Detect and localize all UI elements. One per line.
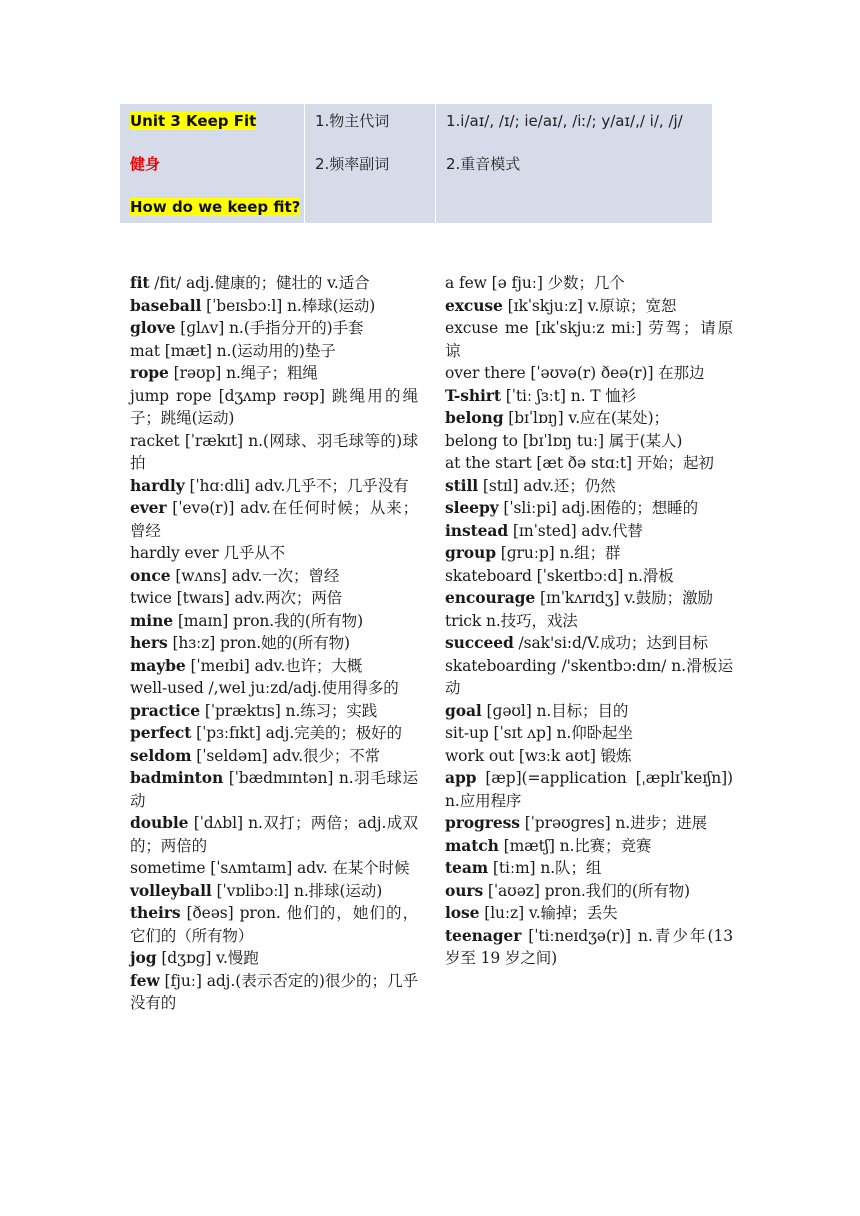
vocab-word: hardly ever bbox=[130, 544, 219, 562]
vocab-definition: [mætʃ] n.比赛；竞赛 bbox=[498, 836, 652, 855]
vocab-word: theirs bbox=[130, 903, 181, 922]
vocab-entry bbox=[130, 340, 418, 363]
vocab-definition: n.技巧，戏法 bbox=[481, 611, 578, 630]
vocab-word: skateboard bbox=[445, 566, 532, 585]
vocab-definition: [wʌns] adv.一次；曾经 bbox=[170, 566, 340, 585]
vocab-word: hers bbox=[130, 633, 168, 652]
vocab-entry bbox=[445, 317, 733, 362]
vocab-word: teenager bbox=[445, 925, 522, 945]
vocab-entry bbox=[445, 475, 733, 498]
vocab-entry bbox=[445, 430, 733, 453]
vocab-entry bbox=[445, 407, 733, 430]
vocab-entry bbox=[130, 430, 418, 475]
vocab-entry bbox=[130, 565, 418, 588]
vocab-definition: [ˈrækɪt] n.(网球、羽毛球等的)球拍 bbox=[130, 431, 418, 472]
vocab-definition: [ˈsʌmtaɪm] adv. 在某个时候 bbox=[205, 859, 410, 877]
vocab-definition: /,wel juːzd/adj.使用得多的 bbox=[203, 679, 399, 697]
vocab-definition: [wɜːk aʊt] 锻炼 bbox=[514, 746, 632, 765]
vocab-word: a few bbox=[445, 274, 487, 292]
vocab-definition: /fit/ adj.健康的；健壮的 v.适合 bbox=[149, 274, 370, 292]
vocab-entry bbox=[130, 722, 418, 745]
vocab-definition: [ɪnˈkʌrɪdʒ] v.鼓励；激励 bbox=[535, 589, 713, 607]
vocab-entry bbox=[445, 587, 733, 610]
vocab-word: sometime bbox=[130, 859, 206, 877]
vocab-entry bbox=[445, 767, 733, 812]
vocab-definition: [ðeəs] pron. 他们的，她们的，它们的（所有物） bbox=[130, 904, 418, 945]
vocab-definition: [stɪl] adv.还；仍然 bbox=[478, 476, 616, 495]
vocab-definition: [tiːm] n.队；组 bbox=[488, 859, 602, 877]
vocab-definition: [ˈhɑːdli] adv.几乎不；几乎没有 bbox=[184, 476, 409, 495]
vocab-word: trick bbox=[445, 611, 482, 630]
vocab-entry bbox=[445, 295, 733, 318]
vocab-entry bbox=[130, 700, 418, 723]
vocab-word: at the start bbox=[445, 454, 532, 472]
vocab-word: belong to bbox=[445, 431, 518, 450]
vocab-definition: [hɜːz] pron.她的(所有物) bbox=[167, 634, 350, 652]
chinese-title: 健身 bbox=[130, 155, 161, 173]
vocab-definition: [ˈbædmɪntən] n.羽毛球运动 bbox=[130, 769, 418, 810]
vocab-word: match bbox=[445, 835, 499, 855]
vocab-word: jump rope bbox=[130, 386, 212, 405]
vocab-definition: [ˈprəʊɡres] n.进步；进展 bbox=[519, 814, 708, 832]
vocab-definition: [ˈdʌbl] n.双打；两倍；adj.成双的；两倍的 bbox=[130, 814, 418, 855]
vocab-column-right bbox=[445, 272, 733, 970]
vocab-word: lose bbox=[445, 903, 480, 922]
vocab-word: team bbox=[445, 858, 489, 877]
vocab-entry bbox=[445, 520, 733, 543]
vocab-word: racket bbox=[130, 431, 180, 450]
vocab-word: volleyball bbox=[130, 880, 212, 900]
vocab-entry bbox=[130, 655, 418, 678]
vocab-definition: [æt ðə stɑːt] 开始；起初 bbox=[531, 454, 714, 472]
vocab-definition: [ˈəʊvə(r) ðeə(r)] 在那边 bbox=[525, 364, 705, 382]
vocab-entry bbox=[130, 317, 418, 340]
vocab-word: few bbox=[130, 970, 160, 990]
vocab-word: hardly bbox=[130, 475, 185, 495]
vocab-entry bbox=[130, 497, 418, 542]
vocab-definition: [rəʊp] n.绳子；粗绳 bbox=[168, 364, 318, 382]
vocab-word: app bbox=[445, 768, 477, 787]
vocab-definition: [ˈevə(r)] adv.在任何时候；从来；曾经 bbox=[130, 499, 418, 540]
phonics-cell bbox=[436, 104, 713, 223]
unit-title-cell bbox=[120, 104, 305, 223]
vocab-entry bbox=[130, 295, 418, 318]
vocab-entry bbox=[445, 565, 733, 588]
vocab-word: mine bbox=[130, 610, 174, 630]
vocab-definition: [luːz] v.输掉；丢失 bbox=[479, 904, 618, 922]
vocab-word: goal bbox=[445, 700, 482, 720]
vocab-definition: 几乎从不 bbox=[218, 544, 286, 562]
vocab-definition: [dʒʌmp rəʊp] 跳绳用的绳子；跳绳(运动) bbox=[130, 386, 419, 427]
vocab-word: progress bbox=[445, 813, 520, 832]
vocab-definition: [ˈpɜːfɪkt] adj.完美的；极好的 bbox=[191, 724, 402, 742]
vocab-word: badminton bbox=[130, 768, 224, 787]
vocab-word: encourage bbox=[445, 588, 536, 607]
phonics-item: 1.i/aɪ/, /ɪ/; ie/aɪ/, /iː/; y/aɪ/,/ i/, /j/ bbox=[446, 112, 683, 130]
vocab-entry bbox=[130, 610, 418, 633]
vocab-word: fit bbox=[130, 273, 150, 292]
vocab-word: succeed bbox=[445, 633, 514, 652]
phonics-item: 2.重音模式 bbox=[446, 155, 521, 173]
vocab-definition: [ˈtiːneɪdʒə(r)] n.青少年(13 岁至 19 岁之间) bbox=[445, 926, 733, 967]
vocab-column-left bbox=[130, 272, 418, 1015]
vocab-definition: [ˈaʊəz] pron.我们的(所有物) bbox=[483, 881, 690, 900]
vocab-definition: [ˈskeɪtbɔːd] n.滑板 bbox=[531, 566, 674, 585]
vocab-definition: [fjuː] adj.(表示否定的)很少的；几乎没有的 bbox=[130, 971, 418, 1012]
vocab-entry bbox=[130, 632, 418, 655]
vocab-definition: [ˈvɒlibɔːl] n.排球(运动) bbox=[211, 881, 383, 900]
vocab-definition: [ɡəʊl] n.目标；目的 bbox=[481, 701, 629, 720]
vocab-definition: [maɪn] pron.我的(所有物) bbox=[173, 611, 364, 630]
vocab-word: mat bbox=[130, 341, 160, 360]
vocab-entry bbox=[130, 857, 418, 880]
unit-question: How do we keep fit? bbox=[130, 198, 301, 216]
vocab-word: rope bbox=[130, 363, 169, 382]
vocab-entry bbox=[130, 475, 418, 498]
grammar-item: 2.频率副词 bbox=[315, 155, 390, 173]
vocab-entry bbox=[445, 835, 733, 858]
vocab-entry bbox=[130, 385, 418, 430]
vocab-word: practice bbox=[130, 700, 201, 720]
vocab-word: T-shirt bbox=[445, 385, 501, 405]
vocab-entry bbox=[130, 362, 418, 385]
vocab-definition: [twaɪs] adv.两次；两倍 bbox=[171, 589, 343, 607]
vocab-definition: [ə fjuː] 少数；几个 bbox=[486, 274, 625, 292]
vocab-entry bbox=[130, 677, 418, 700]
vocab-word: once bbox=[130, 565, 171, 585]
vocab-definition: [dʒɒɡ] v.慢跑 bbox=[156, 949, 259, 967]
grammar-cell bbox=[305, 104, 436, 223]
vocab-word: excuse me bbox=[445, 319, 529, 337]
vocab-word: instead bbox=[445, 520, 509, 540]
vocab-entry bbox=[445, 362, 733, 385]
vocab-word: ours bbox=[445, 880, 484, 900]
vocab-definition: [ɡruːp] n.组；群 bbox=[495, 544, 621, 562]
vocab-entry bbox=[445, 722, 733, 745]
vocab-entry bbox=[445, 857, 733, 880]
vocab-definition: [ˈpræktɪs] n.练习；实践 bbox=[200, 701, 378, 720]
vocab-entry bbox=[130, 902, 418, 947]
vocab-entry bbox=[130, 767, 418, 812]
vocab-entry bbox=[445, 632, 733, 655]
vocab-definition: [ɪkˈskjuːz miː] 劳驾；请原谅 bbox=[445, 319, 734, 360]
vocab-word: seldom bbox=[130, 745, 192, 765]
vocab-word: twice bbox=[130, 589, 172, 607]
vocab-entry bbox=[445, 542, 733, 565]
vocab-entry bbox=[130, 880, 418, 903]
vocab-word: perfect bbox=[130, 723, 192, 742]
vocab-definition: [bɪˈlɒŋ] v.应在(某处)； bbox=[503, 409, 669, 427]
vocab-entry bbox=[130, 745, 418, 768]
vocab-definition: /'skentbɔ:dɪn/ n.滑板运动 bbox=[445, 656, 733, 697]
vocab-word: ever bbox=[130, 498, 167, 517]
vocab-word: group bbox=[445, 543, 496, 562]
vocab-entry bbox=[445, 610, 733, 633]
vocab-entry bbox=[445, 902, 733, 925]
vocab-word: double bbox=[130, 813, 189, 832]
vocab-word: over there bbox=[445, 364, 526, 382]
vocab-word: sleepy bbox=[445, 498, 499, 517]
vocab-definition: [bɪˈlɒŋ tuː] 属于(某人) bbox=[517, 431, 683, 450]
vocab-word: baseball bbox=[130, 295, 202, 315]
vocab-definition: [ˈbeɪsbɔːl] n.棒球(运动) bbox=[201, 296, 376, 315]
vocab-word: maybe bbox=[130, 655, 186, 675]
vocab-entry bbox=[130, 272, 418, 295]
vocab-word: well-used bbox=[130, 679, 204, 697]
vocab-entry bbox=[445, 452, 733, 475]
vocab-entry bbox=[445, 385, 733, 408]
vocab-definition: [ˈtiː ʃɜːt] n. T 恤衫 bbox=[500, 386, 637, 405]
vocab-definition: [ˈsɪt ʌp] n.仰卧起坐 bbox=[488, 724, 633, 742]
vocab-entry bbox=[445, 497, 733, 520]
vocab-definition: [ɪnˈsted] adv.代替 bbox=[508, 521, 643, 540]
vocab-entry bbox=[445, 745, 733, 768]
vocab-definition: [ɪkˈskjuːz] v.原谅；宽恕 bbox=[502, 296, 677, 315]
vocab-entry bbox=[445, 655, 733, 700]
vocab-entry bbox=[445, 812, 733, 835]
vocab-entry bbox=[445, 925, 733, 970]
vocab-word: still bbox=[445, 475, 479, 495]
vocab-word: jog bbox=[130, 948, 157, 967]
vocab-entry bbox=[130, 587, 418, 610]
vocab-entry bbox=[130, 812, 418, 857]
vocab-definition: [æp](=application [ˌæplɪˈkeɪʃn]) n.应用程序 bbox=[445, 769, 733, 810]
vocab-word: excuse bbox=[445, 295, 503, 315]
vocab-word: belong bbox=[445, 408, 504, 427]
vocab-entry bbox=[130, 542, 418, 565]
vocab-definition: [ˈmeɪbi] adv.也许；大概 bbox=[185, 656, 363, 675]
vocab-word: glove bbox=[130, 318, 176, 337]
vocab-entry bbox=[130, 947, 418, 970]
vocab-definition: [ˈseldəm] adv.很少；不常 bbox=[191, 746, 381, 765]
vocab-word: sit-up bbox=[445, 724, 489, 742]
vocab-word: skateboarding bbox=[445, 656, 557, 675]
vocab-definition: [mæt] n.(运动用的)垫子 bbox=[159, 341, 336, 360]
vocab-definition: [ˈsliːpi] adj.困倦的；想睡的 bbox=[498, 499, 698, 517]
unit-title: Unit 3 Keep Fit bbox=[130, 112, 257, 130]
vocab-entry bbox=[445, 700, 733, 723]
vocab-word: work out bbox=[445, 746, 515, 765]
unit-header-table bbox=[120, 104, 712, 223]
vocab-entry bbox=[445, 880, 733, 903]
grammar-item: 1.物主代词 bbox=[315, 112, 390, 130]
vocab-entry bbox=[445, 272, 733, 295]
vocab-entry bbox=[130, 970, 418, 1015]
vocab-definition: /sak'si:d/V.成功；达到目标 bbox=[513, 634, 708, 652]
vocab-definition: [ɡlʌv] n.(手指分开的)手套 bbox=[175, 319, 364, 337]
